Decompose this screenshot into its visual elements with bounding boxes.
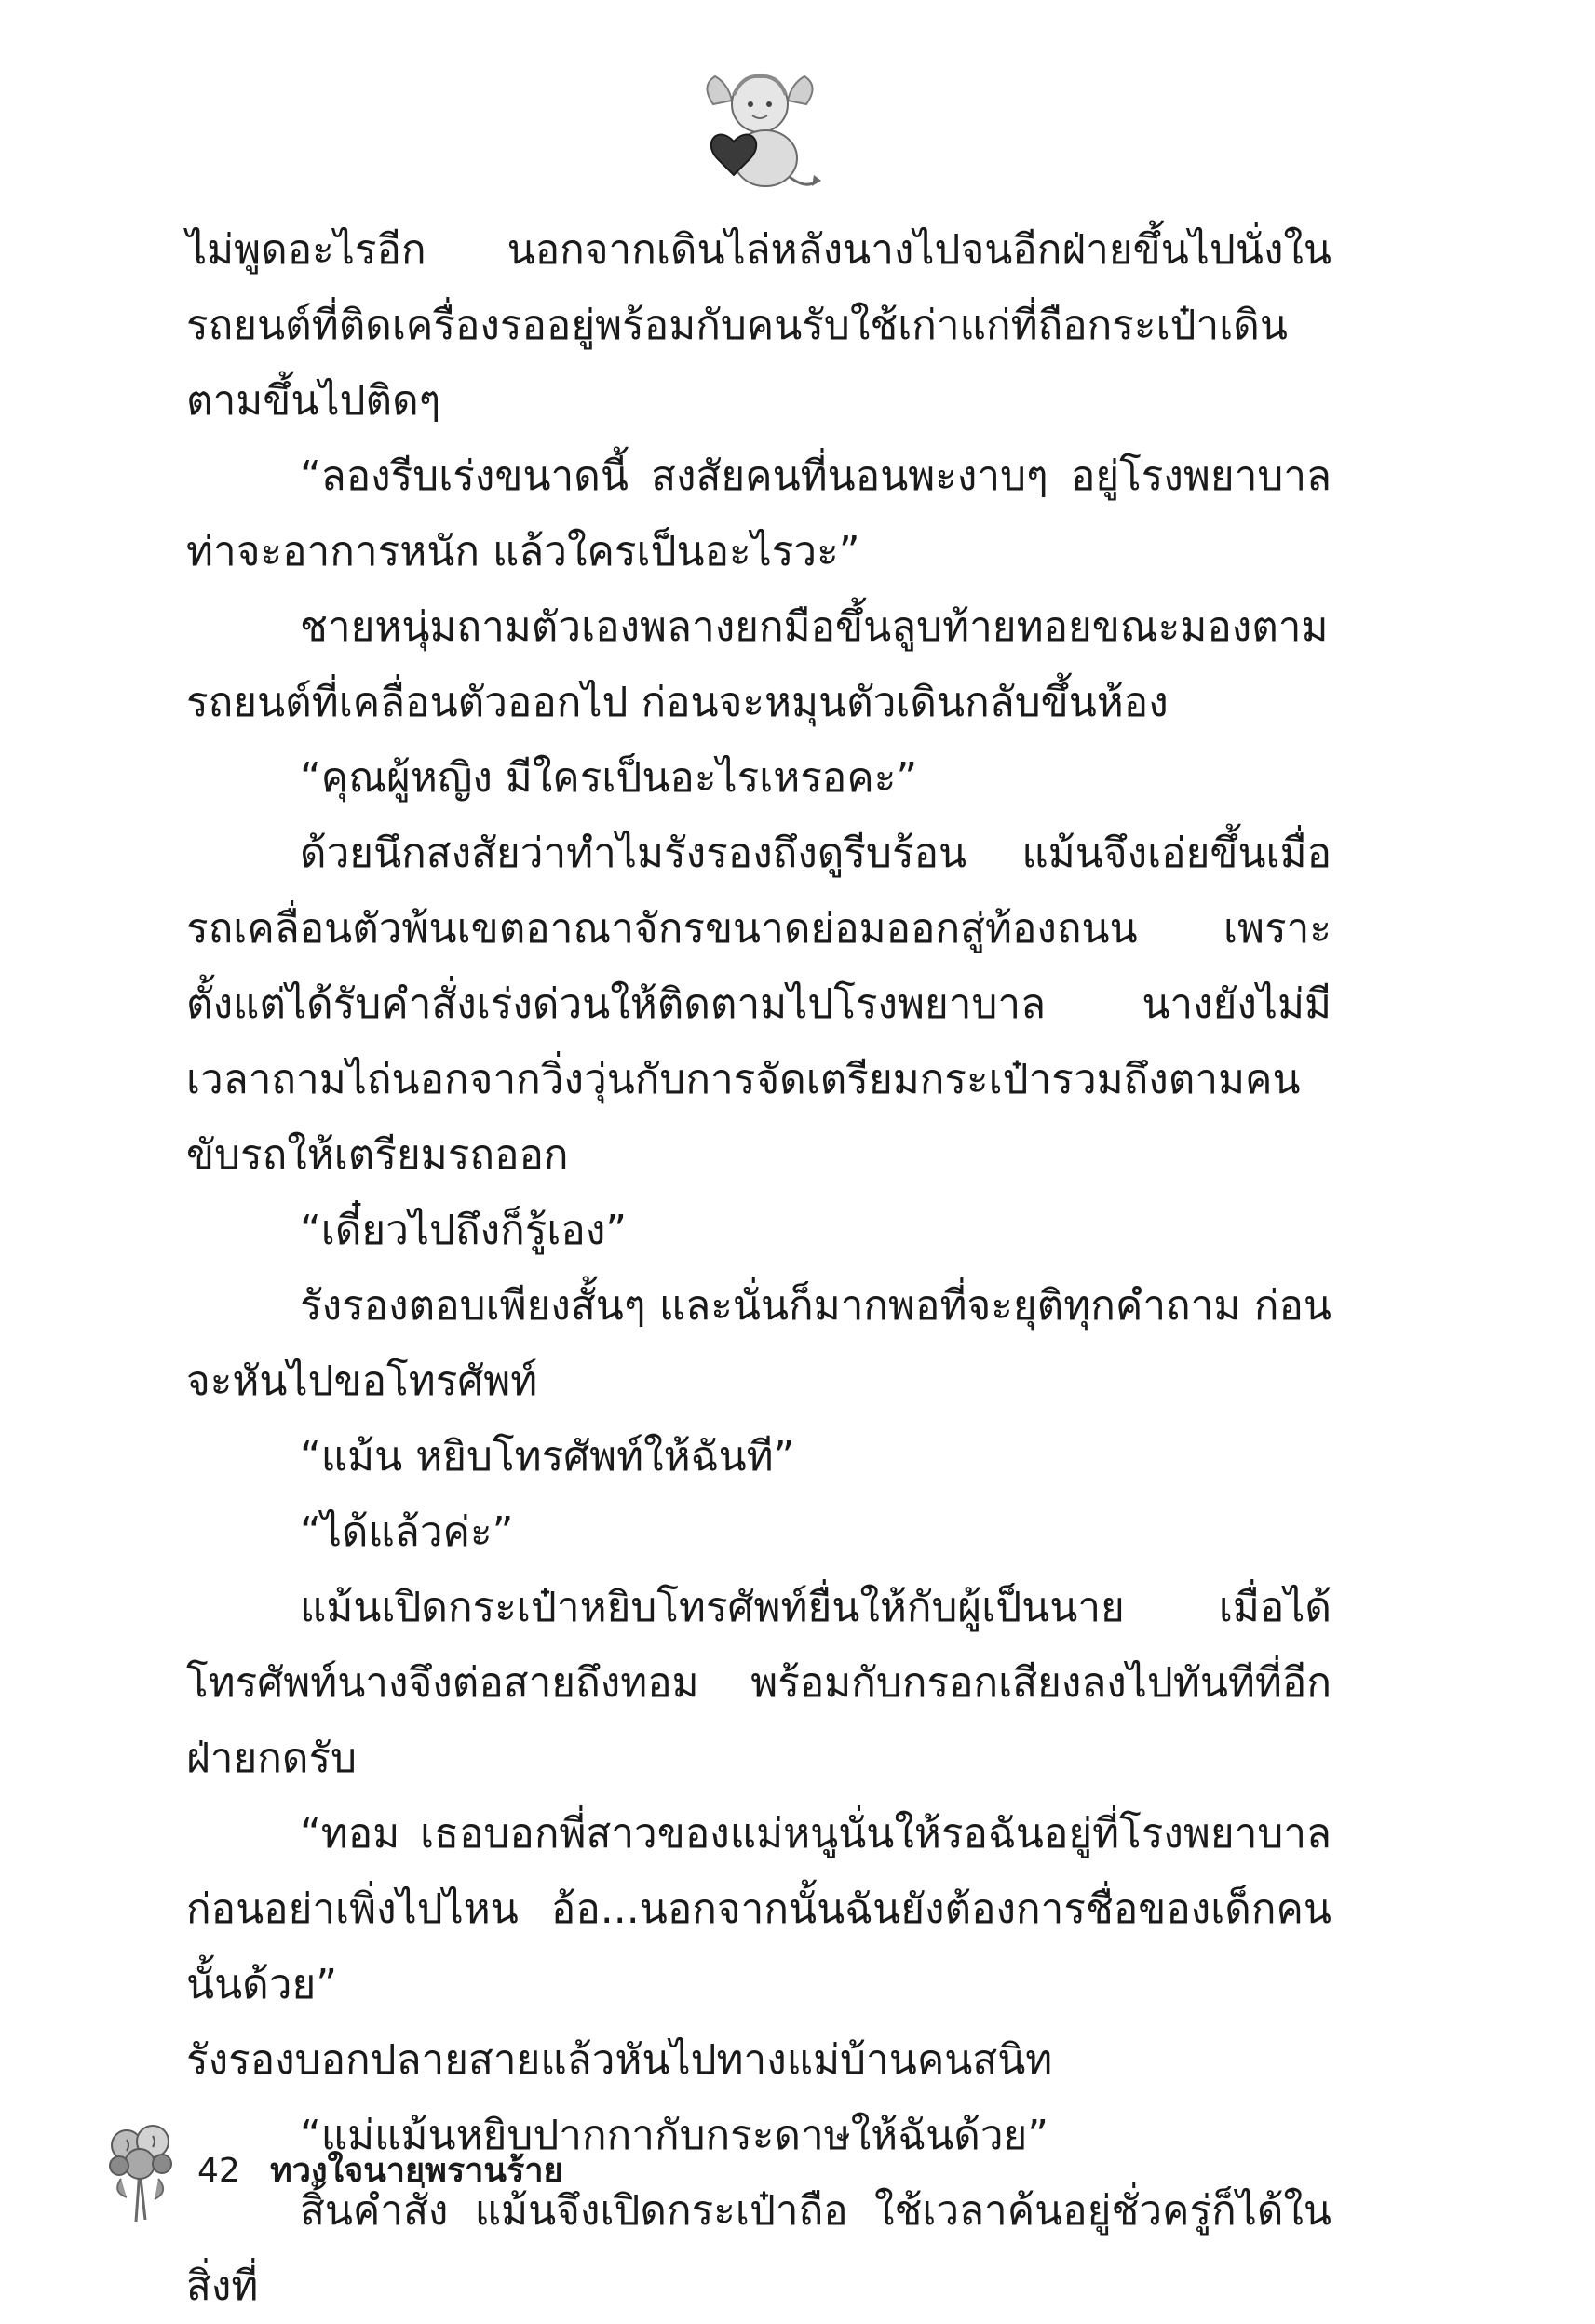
book-title: ทวงใจนายพรานร้าย	[270, 2152, 563, 2190]
paragraph-10: แม้นเปิดกระเป๋าหยิบโทรศัพท์ยื่นให้กับผู้เป็นนาย เมื่อได้โทรศัพท์นางจึงต่อสายถึงทอม พร้อมกับกรอกเสียงลงไปทันทีที่อีกฝ่ายกดรับ	[186, 1584, 1331, 1782]
body-text	[186, 212, 1331, 2324]
paragraph-7: รังรองตอบเพียงสั้นๆ และนั่นก็มากพอที่จะยุติทุกคำถาม ก่อนจะหันไปขอโทรศัพท์	[186, 1282, 1331, 1405]
page-footer	[102, 2114, 754, 2225]
cupid-with-heart-icon	[696, 67, 823, 197]
paragraph-5: ด้วยนึกสงสัยว่าทำไมรังรองถึงดูรีบร้อน แม้นจึงเอ่ยขึ้นเมื่อรถเคลื่อนตัวพ้นเขตอาณาจักรขนาดย่อมออกสู่ท้องถนน เพราะตั้งแต่ได้รับคำสั่งเร่งด่วนให้ติดตามไปโรงพยาบาล นางยังไม่มีเวลาถามไถ่นอกจากวิ่งวุ่นกับการจัดเตรียมกระเป๋ารวมถึงตามคนขับรถให้เตรียมรถออก	[186, 830, 1331, 1179]
flower-bouquet-icon	[102, 2114, 177, 2225]
page-number: 42	[197, 2152, 240, 2190]
paragraph-11: “ทอม เธอบอกพี่สาวของแม่หนูนั่นให้รอฉันอยู่ที่โรงพยาบาลก่อนอย่าเพิ่งไปไหน อ้อ...นอกจากนั้นฉันยังต้องการชื่อของเด็กคนนั้นด้วย”	[186, 1810, 1331, 2008]
paragraph-13: “แม่แม้นหยิบปากกากับกระดาษให้ฉันด้วย”	[300, 2112, 1049, 2159]
paragraph-6: “เดี๋ยวไปถึงก็รู้เอง”	[300, 1207, 628, 1254]
paragraph-4: “คุณผู้หญิง มีใครเป็นอะไรเหรอคะ”	[300, 754, 918, 802]
paragraph-12: รังรองบอกปลายสายแล้วหันไปทางแม่บ้านคนสนิท	[186, 2036, 1053, 2084]
paragraph-14: สิ้นคำสั่ง แม้นจึงเปิดกระเป๋าถือ ใช้เวลาค้นอยู่ชั่วครู่ก็ได้ในสิ่งที่	[186, 2187, 1331, 2310]
paragraph-2: “ลองรีบเร่งขนาดนี้ สงสัยคนที่นอนพะงาบๆ อยู่โรงพยาบาลท่าจะอาการหนัก แล้วใครเป็นอะไรวะ”	[186, 453, 1331, 575]
paragraph-1: ไม่พูดอะไรอีก นอกจากเดินไล่หลังนางไปจนอีกฝ่ายขึ้นไปนั่งในรถยนต์ที่ติดเครื่องรออยู่พร้อมกับคนรับใช้เก่าแก่ที่ถือกระเป๋าเดินตามขึ้นไปติดๆ	[186, 226, 1331, 425]
paragraph-9: “ได้แล้วค่ะ”	[300, 1508, 514, 1556]
paragraph-8: “แม้น หยิบโทรศัพท์ให้ฉันที”	[300, 1433, 795, 1480]
paragraph-3: ชายหนุ่มถามตัวเองพลางยกมือขึ้นลูบท้ายทอยขณะมองตามรถยนต์ที่เคลื่อนตัวออกไป ก่อนจะหมุนตัวเดินกลับขึ้นห้อง	[186, 603, 1329, 726]
